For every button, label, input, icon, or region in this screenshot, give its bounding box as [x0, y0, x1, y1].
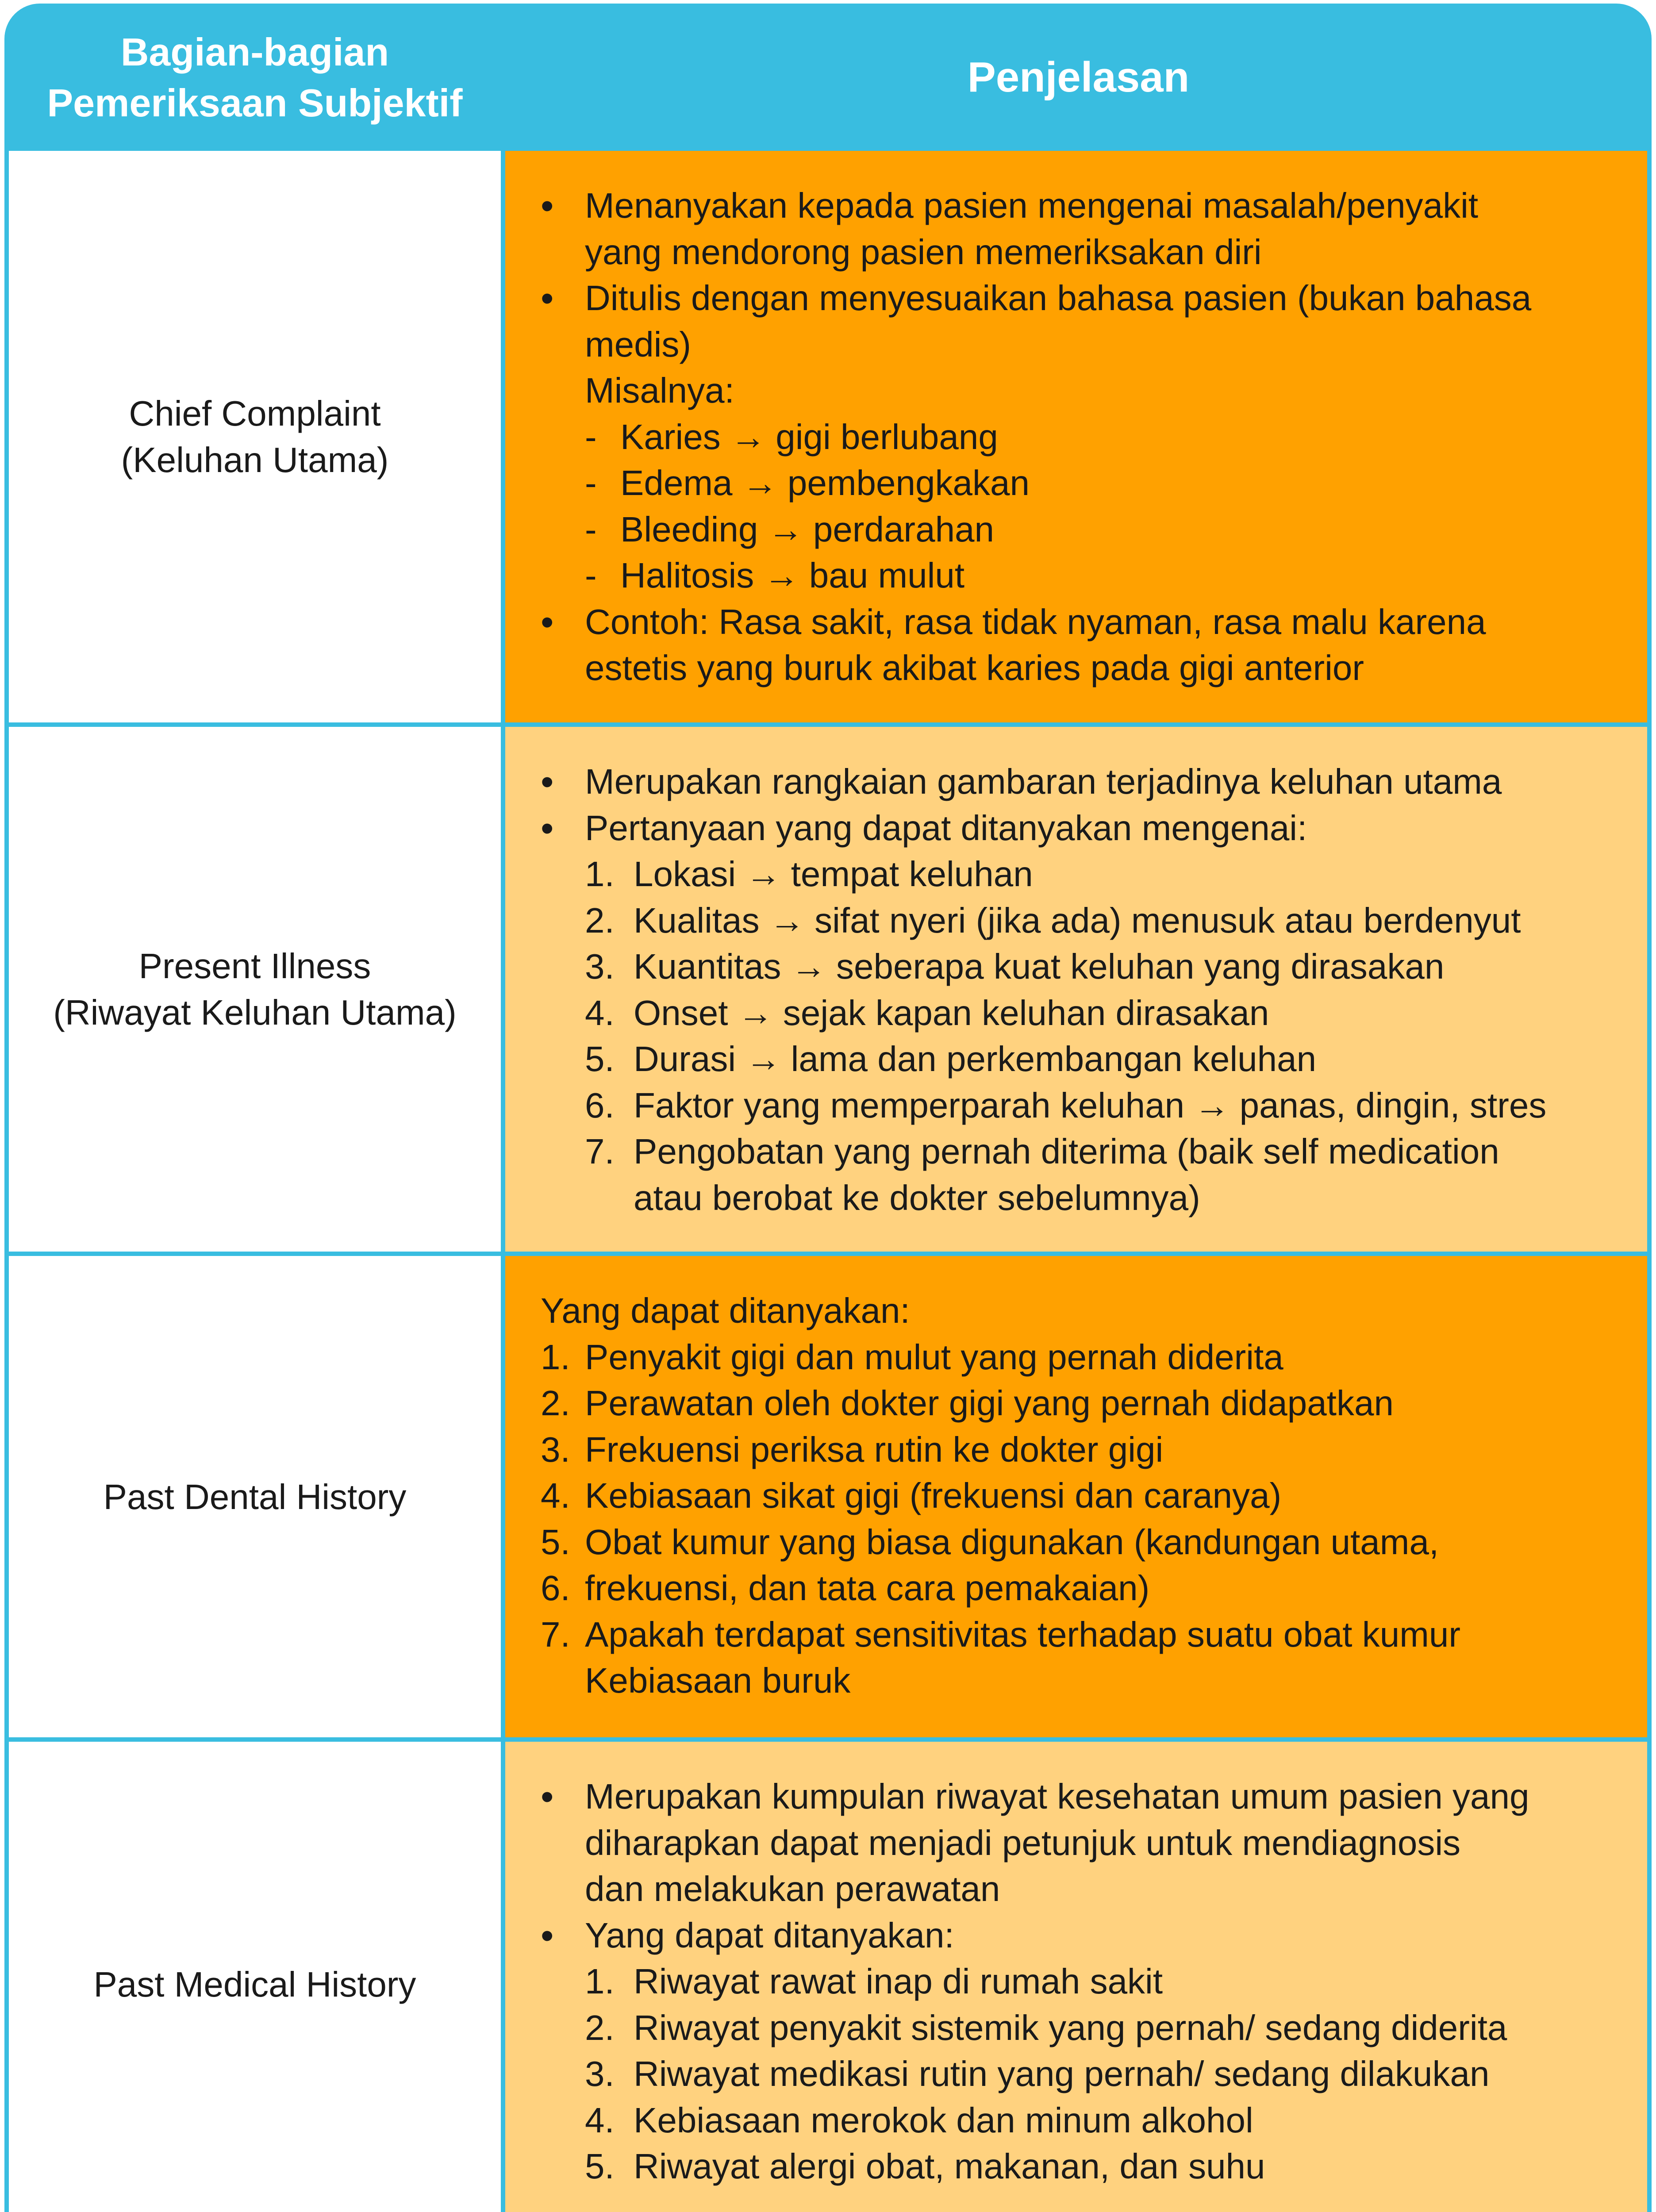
row-label-text: Past Medical History [93, 1964, 416, 2004]
line-text: Onset → sejak kapan keluhan dirasakan [634, 993, 1269, 1033]
line-text: Riwayat rawat inap di rumah sakit [634, 1962, 1163, 2001]
row-explanation-present-illness [505, 727, 1652, 1252]
line-text: atau berobat ke dokter sebelumnya) [634, 1178, 1200, 1217]
explanation-line [541, 1658, 1634, 1704]
line-text: Riwayat medikasi rutin yang pernah/ sedang dilakukan [634, 2054, 1490, 2093]
explanation-line [541, 507, 1634, 553]
bullet-marker: • [541, 1914, 554, 1956]
line-text: Kebiasaan merokok dan minum alkohol [634, 2100, 1253, 2140]
line-text: Lokasi → tempat keluhan [634, 854, 1033, 894]
list-number: 2. [541, 1383, 570, 1423]
list-number: 5. [585, 1039, 615, 1079]
line-text: Frekuensi periksa rutin ke dokter gigi [585, 1429, 1164, 1469]
explanation-line [541, 1334, 1634, 1381]
row-label-text: Present Illness (Riwayat Keluhan Utama) [53, 946, 457, 1032]
line-text: Kualitas → sifat nyeri (jika ada) menusuk atau berdenyut [634, 900, 1521, 940]
line-text: Penyakit gigi dan mulut yang pernah diderita [585, 1337, 1283, 1377]
explanation-line [541, 1866, 1634, 1912]
row-label-past-medical-history [9, 1742, 501, 2212]
explanation-line [541, 851, 1634, 898]
line-text: Kuantitas → seberapa kuat keluhan yang dirasakan [634, 947, 1445, 986]
line-text: Faktor yang memperparah keluhan → panas, dingin, stres [634, 1085, 1547, 1125]
line-text: Riwayat penyakit sistemik yang pernah/ sedang diderita [634, 2008, 1507, 2047]
list-number: 6. [541, 1568, 570, 1608]
line-text: Edema → pembengkakan [620, 463, 1030, 503]
line-text: dan melakukan perawatan [585, 1869, 1000, 1909]
explanation-line [541, 1175, 1634, 1221]
header-explanation-column [505, 8, 1652, 146]
explanation-line [541, 1519, 1634, 1566]
line-text: Perawatan oleh dokter gigi yang pernah didapatkan [585, 1383, 1394, 1423]
explanation-line [541, 990, 1634, 1037]
list-number: 7. [541, 1614, 570, 1654]
line-text: Pengobatan yang pernah diterima (baik self medication [634, 1132, 1499, 1171]
line-text: Contoh: Rasa sakit, rasa tidak nyaman, rasa malu karena [585, 602, 1486, 641]
explanation-line [541, 944, 1634, 990]
row-label-text: Past Dental History [103, 1477, 407, 1517]
explanation-line [541, 2143, 1634, 2190]
row-explanation-past-medical-history [505, 1742, 1652, 2212]
line-text: Merupakan kumpulan riwayat kesehatan umum pasien yang [585, 1777, 1529, 1816]
list-number: 6. [585, 1085, 615, 1125]
line-text: frekuensi, dan tata cara pemakaian) [585, 1568, 1150, 1608]
explanation-line [541, 2005, 1634, 2051]
explanation-line [541, 1083, 1634, 1129]
line-text: Merupakan rangkaian gambaran terjadinya keluhan utama [585, 762, 1502, 801]
explanation-line [541, 1774, 1634, 1820]
explanation-line [541, 460, 1634, 507]
line-text: Kebiasaan sikat gigi (frekuensi dan caranya) [585, 1476, 1282, 1515]
explanation-line [541, 183, 1634, 229]
list-number: 5. [585, 2147, 615, 2186]
line-text: Bleeding → perdarahan [620, 509, 995, 549]
dash-marker: - [585, 417, 597, 457]
list-number: 7. [585, 1132, 615, 1171]
row-explanation-chief-complaint [505, 151, 1652, 722]
explanation-line [541, 1959, 1634, 2005]
line-text: Menanyakan kepada pasien mengenai masalah/penyakit [585, 186, 1479, 225]
list-number: 2. [585, 900, 615, 940]
list-number: 3. [585, 2054, 615, 2093]
dash-marker: - [585, 509, 597, 549]
line-text: Ditulis dengan menyesuaikan bahasa pasien (bukan bahasa [585, 278, 1532, 318]
list-number: 4. [585, 2100, 615, 2140]
line-text: Riwayat alergi obat, makanan, dan suhu [634, 2147, 1265, 2186]
explanation-line [541, 805, 1634, 852]
explanation-line [541, 1473, 1634, 1519]
line-text: Yang dapat ditanyakan: [585, 1915, 954, 1955]
bullet-marker: • [541, 601, 554, 643]
explanation-line [541, 1036, 1634, 1083]
line-text: Obat kumur yang biasa digunakan (kandungan utama, [585, 1522, 1439, 1562]
explanation-line [541, 275, 1634, 322]
bullet-marker: • [541, 1776, 554, 1817]
explanation-line [541, 1565, 1634, 1612]
explanation-line [541, 1820, 1634, 1866]
explanation-line [541, 229, 1634, 276]
list-number: 4. [541, 1476, 570, 1515]
row-label-text: Chief Complaint (Keluhan Utama) [121, 394, 389, 480]
line-text: diharapkan dapat menjadi petunjuk untuk mendiagnosis [585, 1823, 1461, 1863]
explanation-line [541, 898, 1634, 944]
bullet-marker: • [541, 185, 554, 227]
explanation-line [541, 1380, 1634, 1427]
header-right-label: Penjelasan [967, 54, 1190, 101]
header-left-label: Bagian-bagian Pemeriksaan Subjektif [47, 30, 463, 125]
line-text: yang mendorong pasien memeriksakan diri [585, 232, 1262, 272]
row-explanation-past-dental-history [505, 1256, 1652, 1737]
explanation-line [541, 2097, 1634, 2144]
list-number: 3. [585, 947, 615, 986]
line-text: Durasi → lama dan perkembangan keluhan [634, 1039, 1317, 1079]
subjective-exam-table [4, 4, 1652, 2212]
list-number: 1. [585, 1962, 615, 2001]
line-text: Yang dapat ditanyakan: [541, 1291, 910, 1330]
header-section-column [9, 8, 501, 146]
explanation-line [541, 553, 1634, 599]
list-number: 1. [541, 1337, 570, 1377]
list-number: 3. [541, 1429, 570, 1469]
explanation-line [541, 1288, 1634, 1334]
bullet-marker: • [541, 277, 554, 319]
explanation-line [541, 759, 1634, 805]
row-label-chief-complaint [9, 151, 501, 722]
list-number: 2. [585, 2008, 615, 2047]
line-text: Apakah terdapat sensitivitas terhadap suatu obat kumur [585, 1614, 1460, 1654]
line-text: Misalnya: [585, 371, 734, 410]
line-text: Kebiasaan buruk [585, 1661, 851, 1700]
explanation-line [541, 2051, 1634, 2097]
line-text: estetis yang buruk akibat karies pada gigi anterior [585, 648, 1364, 687]
explanation-line [541, 1129, 1634, 1175]
line-text: Karies → gigi berlubang [620, 417, 998, 457]
explanation-line [541, 645, 1634, 691]
line-text: Halitosis → bau mulut [620, 556, 965, 595]
explanation-line [541, 599, 1634, 645]
explanation-line [541, 414, 1634, 461]
row-label-present-illness [9, 727, 501, 1252]
row-label-past-dental-history [9, 1256, 501, 1737]
explanation-line [541, 322, 1634, 368]
explanation-line [541, 1612, 1634, 1658]
dash-marker: - [585, 556, 597, 595]
list-number: 1. [585, 854, 615, 894]
line-text: Pertanyaan yang dapat ditanyakan mengenai: [585, 808, 1307, 848]
line-text: medis) [585, 324, 692, 364]
list-number: 5. [541, 1522, 570, 1562]
explanation-line [541, 1912, 1634, 1959]
explanation-line [541, 368, 1634, 414]
dash-marker: - [585, 463, 597, 503]
bullet-marker: • [541, 761, 554, 803]
bullet-marker: • [541, 807, 554, 849]
explanation-line [541, 1427, 1634, 1473]
list-number: 4. [585, 993, 615, 1033]
